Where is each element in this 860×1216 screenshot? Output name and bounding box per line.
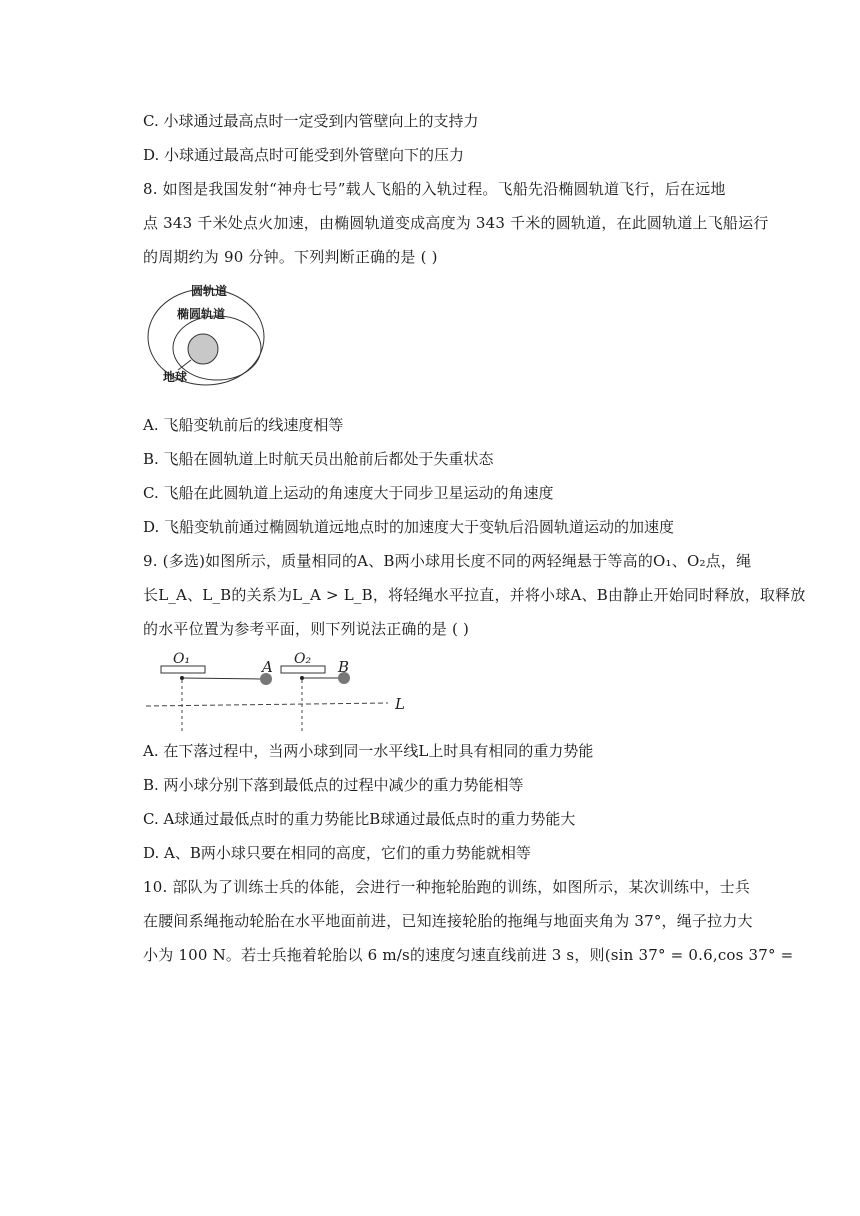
q9-option-a: A. 在下落过程中，当两小球到同一水平线L上时具有相同的重力势能 (143, 742, 594, 760)
earth-label: 地球 (163, 370, 188, 384)
q7-option-d: D. 小球通过最高点时可能受到外管壁向下的压力 (143, 146, 465, 164)
q10-stem-line-1: 10. 部队为了训练士兵的体能，会进行一种拖轮胎跑的训练，如图所示，某次训练中，士兵 (143, 878, 751, 896)
q8-stem-line-3: 的周期约为 90 分钟。下列判断正确的是 ( ) (143, 248, 438, 266)
o2-label: O₂ (294, 651, 312, 667)
q9-option-c: C. A球通过最低点时的重力势能比B球通过最低点时的重力势能大 (143, 810, 576, 828)
q9-stem-line-2: 长L_A、L_B的关系为L_A > L_B，将轻绳水平拉直，并将小球A、B由静止开始同时释放，取释放 (143, 586, 806, 604)
q8-stem-line-1: 8. 如图是我国发射“神舟七号”载人飞船的入轨过程。飞船先沿椭圆轨道飞行，后在远地 (143, 180, 726, 198)
elliptical-orbit-label: 椭圆轨道 (177, 307, 226, 321)
b-label: B (338, 658, 350, 676)
q8-option-b: B. 飞船在圆轨道上时航天员出舱前后都处于失重状态 (143, 450, 494, 468)
q9-stem-line-1: 9. (多选)如图所示，质量相同的A、B两小球用长度不同的两轻绳悬于等高的O₁、O₂点，绳 (143, 552, 752, 570)
rope-a (182, 678, 260, 679)
o1-support (161, 666, 205, 673)
q8-option-d: D. 飞船变轨前通过椭圆轨道远地点时的加速度大于变轨后沿圆轨道运动的加速度 (143, 518, 675, 536)
q10-stem-line-2: 在腰间系绳拖动轮胎在水平地面前进，已知连接轮胎的拖绳与地面夹角为 37°，绳子拉力大 (143, 912, 753, 930)
q8-option-c: C. 飞船在此圆轨道上运动的角速度大于同步卫星运动的角速度 (143, 484, 554, 502)
a-label: A (262, 658, 273, 676)
q9-option-b: B. 两小球分别下落到最低点的过程中减少的重力势能相等 (143, 776, 524, 794)
l-label: L (395, 695, 405, 713)
q9-stem-line-3: 的水平位置为参考平面，则下列说法正确的是 ( ) (143, 620, 470, 638)
q10-stem-line-3: 小为 100 N。若士兵拖着轮胎以 6 m/s的速度匀速直线前进 3 s，则(sin 37° = 0.6,cos 37° = (143, 946, 794, 964)
q7-option-c: C. 小球通过最高点时一定受到内管壁向上的支持力 (143, 112, 479, 130)
earth (188, 334, 218, 364)
o1-label: O₁ (173, 651, 191, 667)
pendulum-diagram (143, 646, 413, 734)
q9-option-d: D. A、B两小球只要在相同的高度，它们的重力势能就相等 (143, 844, 531, 862)
o2-support (281, 666, 325, 673)
q8-stem-line-2: 点 343 千米处点火加速，由椭圆轨道变成高度为 343 千米的圆轨道，在此圆轨道上飞船运行 (143, 214, 769, 232)
q8-option-a: A. 飞船变轨前后的线速度相等 (143, 416, 344, 434)
orbit-diagram (145, 280, 270, 390)
circular-orbit-label: 圆轨道 (191, 284, 228, 298)
